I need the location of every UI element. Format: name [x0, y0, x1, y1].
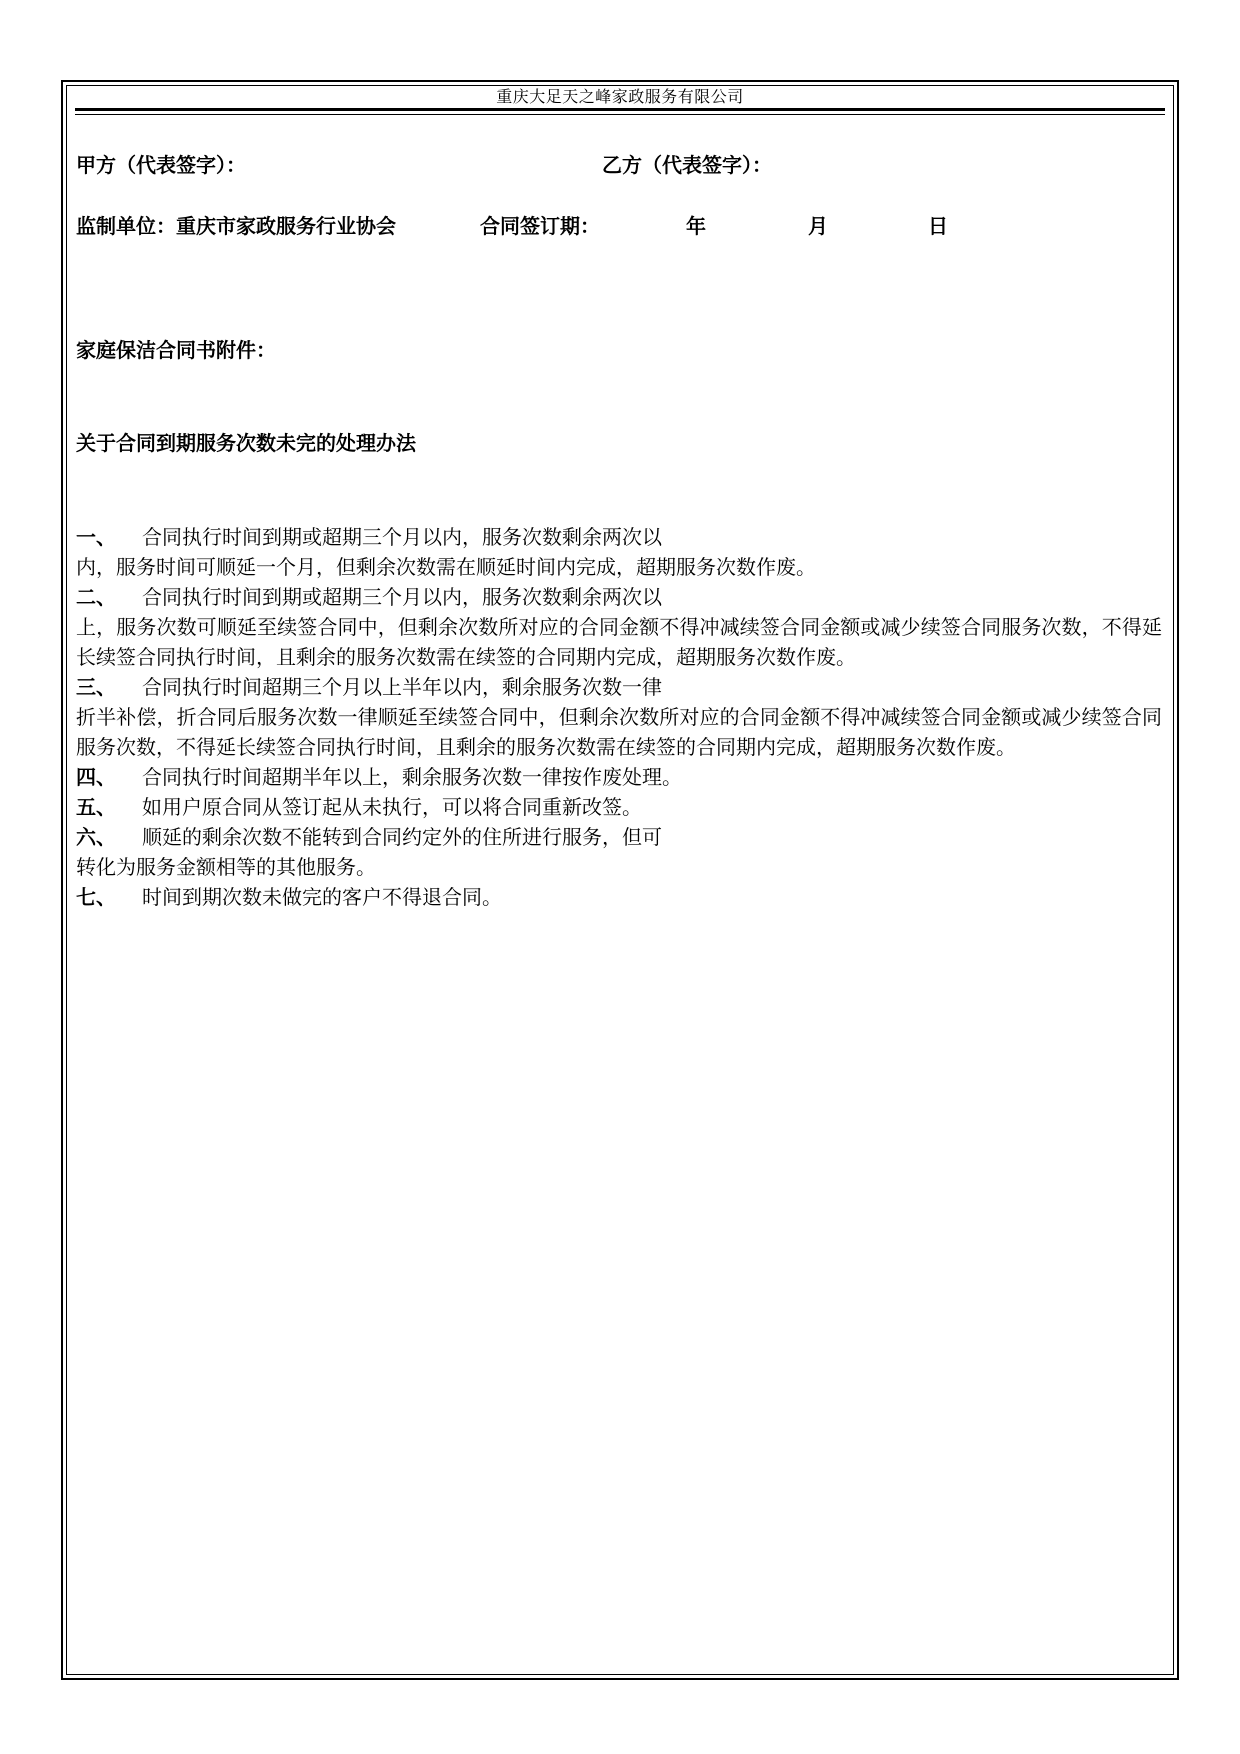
- party-b-signature-label: 乙方（代表签字）：: [602, 153, 772, 177]
- clause-text-first: 顺延的剩余次数不能转到合同约定外的住所进行服务，但可: [142, 825, 662, 849]
- header-company-name: 重庆大足天之峰家政服务有限公司: [496, 87, 744, 106]
- clause-4: [76, 762, 1162, 792]
- date-month-label: 月: [808, 214, 828, 238]
- clause-3: [76, 672, 1162, 762]
- clause-list: [76, 522, 1162, 912]
- clause-number: 一、: [76, 525, 116, 549]
- supervisor-label: 监制单位：重庆市家政服务行业协会: [76, 214, 396, 238]
- section-title: 关于合同到期服务次数未完的处理办法: [76, 431, 416, 455]
- header-rule-thin: [75, 114, 1165, 115]
- clause-number: 三、: [76, 675, 116, 699]
- clause-text-rest: 折半补偿，折合同后服务次数一律顺延至续签合同中，但剩余次数所对应的合同金额不得冲减续签合同金额或减少续签合同服务次数，不得延长续签合同执行时间，且剩余的服务次数需在续签的合同期内完成，超期服务次数作废。: [76, 705, 1162, 759]
- date-day-label: 日: [928, 214, 948, 238]
- clause-number: 四、: [76, 765, 116, 789]
- clause-text-first: 时间到期次数未做完的客户不得退合同。: [142, 885, 502, 909]
- date-year-label: 年: [686, 214, 706, 238]
- clause-text-rest: 上，服务次数可顺延至续签合同中，但剩余次数所对应的合同金额不得冲减续签合同金额或减少续签合同服务次数，不得延长续签合同执行时间，且剩余的服务次数需在续签的合同期内完成，超期服务次数作废。: [76, 615, 1162, 669]
- clause-text-rest: 内，服务时间可顺延一个月，但剩余次数需在顺延时间内完成，超期服务次数作废。: [76, 555, 816, 579]
- clause-number: 五、: [76, 795, 116, 819]
- clause-5: [76, 792, 1162, 822]
- clause-number: 二、: [76, 585, 116, 609]
- clause-text-first: 合同执行时间超期三个月以上半年以内，剩余服务次数一律: [142, 675, 662, 699]
- clause-7: [76, 882, 1162, 912]
- clause-2: [76, 582, 1162, 672]
- sign-date-label: 合同签订期：: [480, 214, 600, 238]
- clause-text-first: 合同执行时间超期半年以上，剩余服务次数一律按作废处理。: [142, 765, 682, 789]
- clause-text-rest: 转化为服务金额相等的其他服务。: [76, 855, 376, 879]
- clause-6: [76, 822, 1162, 882]
- clause-number: 七、: [76, 885, 116, 909]
- annex-title: 家庭保洁合同书附件：: [76, 338, 276, 362]
- clause-text-first: 合同执行时间到期或超期三个月以内，服务次数剩余两次以: [142, 525, 662, 549]
- clause-number: 六、: [76, 825, 116, 849]
- party-a-signature-label: 甲方（代表签字）：: [76, 153, 246, 177]
- header-rule-thick: [75, 108, 1165, 111]
- clause-1: [76, 522, 1162, 582]
- clause-text-first: 合同执行时间到期或超期三个月以内，服务次数剩余两次以: [142, 585, 662, 609]
- clause-text-first: 如用户原合同从签订起从未执行，可以将合同重新改签。: [142, 795, 642, 819]
